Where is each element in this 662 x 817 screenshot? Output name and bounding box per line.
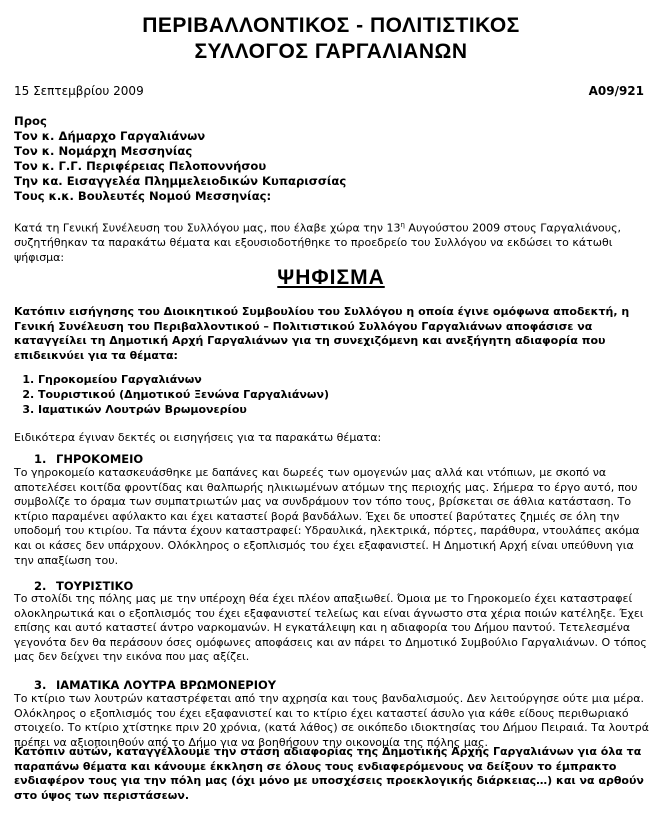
subject-item: 1. Γηροκομείου Γαργαλιάνων [38,372,329,387]
section-1-body: Το γηροκομείο κατασκευάσθηκε με δαπάνες και δωρεές των ομογενών μας αλλά και ντόπιων, με σκοπό να αποτελέσει κοιτίδα φροντίδας και θαλπωρής ηλικιωμένων ατόμων της περιοχής μας. Σήμερα το έργο αυτό, που συμβολίζε το όραμα των συμπατριωτών μας να συνδράμουν τον τόπο τους, βρίσκεται σε άθλια κατάσταση. Το κτίριο παραμένει αφύλακτο και έχει καταστεί βορά βανδάλων. Έχει δε υποστεί βαρύτατες ζημιές σε όλη την υποδομή του κτιρίου. Τα πάντα έχουν καταστραφεί: Υδραυλικά, ηλεκτρικά, πόρτες, παράθυρα, ντουλάπες ακόμα και οι κάσες δεν υπάρχουν. Ολόκληρος ο εξοπλισμός του έχει εξαφανιστεί. Η Δημοτική Αρχή είναι υπεύθυνη για την απαξίωση του. [14,466,640,567]
intro-superscript: η [400,221,405,229]
section-1-title: 1. ΓΗΡΟΚΟΜΕΙΟ [34,452,144,466]
section-2-body: Το στολίδι της πόλης μας με την υπέροχη θέα έχει πλέον απαξιωθεί. Όμοια με το Γηροκομείο έχει καταστραφεί ολοκληρωτικά και ο εξοπλισμός του έχει εξαφανιστεί τελείως και είναι άγνωστο στα χέρια ποιών κατέληξε. Έχει επίσης και αυτό καταστεί άντρο ναρκομανών. Η εγκατάλειψη και η αδιαφορία του Δήμου παντού. Τετελεσμένα γεγονότα δεν θα περάσουν όσες ομόφωνες αποφάσεις και αν πάρει το Δημοτικό Συμβούλιο Γαργαλιάνων. Ο τόπος μας δεν δείχνει την εικόνα που μας αξίζει. [14,592,647,664]
recipient-item: Τον κ. Νομάρχη Μεσσηνίας [14,144,193,158]
recipients-label: Προς [14,114,47,128]
closing-statement: Κατόπιν αυτών, καταγγέλλουμε την στάση αδιαφορίας της Δημοτικής Αρχής Γαργαλιάνων για όλα τα παραπάνω θέματα και κάνουμε έκκληση σε όλους τους ενδιαφερόμενους να δείξουν το έμπρακτο ενδιαφέρον τους για την πόλη μας (όχι μόνο με υποσχέσεις προεκλογικής διάρκειας…) και να αρθούν στο ύψος των περιστάσεων. [14,745,644,802]
document-date: 15 Σεπτεμβρίου 2009 [14,84,144,98]
recipient-item: Τον κ. Γ.Γ. Περιφέρειας Πελοποννήσου [14,159,267,173]
document-reference: A09/921 [588,84,644,98]
recipient-item: Τον κ. Δήμαρχο Γαργαλιάνων [14,129,206,143]
recipients-block [14,114,346,204]
intro-paragraph [14,218,654,265]
subject-item: 3. Ιαματικών Λουτρών Βρωμονερίου [38,402,329,417]
resolution-heading: ΨΗΦΙΣΜΑ [277,266,385,289]
recipient-item: Τους κ.κ. Βουλευτές Νομού Μεσσηνίας: [14,189,272,203]
intro-text-part1: Κατά τη Γενική Συνέλευση του Συλλόγου μας, που έλαβε χώρα την 13 [14,221,401,235]
section-3-title: 3. ΙΑΜΑΤΙΚΑ ΛΟΥΤΡΑ ΒΡΩΜΟΝΕΡΙΟΥ [34,678,277,692]
details-intro: Ειδικότερα έγιναν δεκτές οι εισηγήσεις για τα παρακάτω θέματα: [14,431,382,444]
section-2-title: 2. ΤΟΥΡΙΣΤΙΚΟ [34,579,134,593]
intro-text-part2: Αυγούστου 2009 στους Γαργαλιάνους, συζητήθηκαν τα παρακάτω θέματα και εξουσιοδοτήθηκε το προεδρείο του Συλλόγου να εκδώσει το κάτωθι ψήφισμα: [14,221,622,264]
subject-item: 2. Τουριστικού (Δημοτικού Ξενώνα Γαργαλιάνων) [38,387,329,402]
subjects-list [14,372,329,417]
org-title-line2: ΣΥΛΛΟΓΟΣ ΓΑΡΓΑΛΙΑΝΩΝ [194,40,468,63]
resolution-statement: Κατόπιν εισήγησης του Διοικητικού Συμβουλίου του Συλλόγου η οποία έγινε ομόφωνα αποδεκτή, η Γενική Συνέλευση του Περιβαλλοντικού – Πολιτιστικού Συλλόγου Γαργαλιάνων αποφάσισε να καταγγείλει τη Δημοτική Αρχή Γαργαλιάνων για τη συνεχιζόμενη και ανεξήγητη αδιαφορία που επιδεικνύει για τα θέματα: [14,305,630,362]
org-title-line1: ΠΕΡΙΒΑΛΛΟΝΤΙΚΟΣ - ΠΟΛΙΤΙΣΤΙΚΟΣ [142,14,520,37]
section-3-body: Το κτίριο των λουτρών καταστρέφεται από την αχρησία και τους βανδαλισμούς. Δεν λειτούργησε ούτε μια μέρα. Ολόκληρος ο εξοπλισμός του έχει εξαφανιστεί και το κτίριο έχει καταστεί άσυλο για κάθε είδους περιθωριακό στοιχείο. Το κτίριο χτίστηκε πριν 20 χρόνια, (κατά λάθος) σε οικόπεδο ιδιοκτησίας του Δήμου Πειραιά. Τα λουτρά πρέπει να αξιοποιηθούν από το Δήμο για να βοηθήσουν την οικονομία της πόλης μας. [14,692,650,749]
recipient-item: Την κα. Εισαγγελέα Πλημμελειοδικών Κυπαρισσίας [14,174,347,188]
